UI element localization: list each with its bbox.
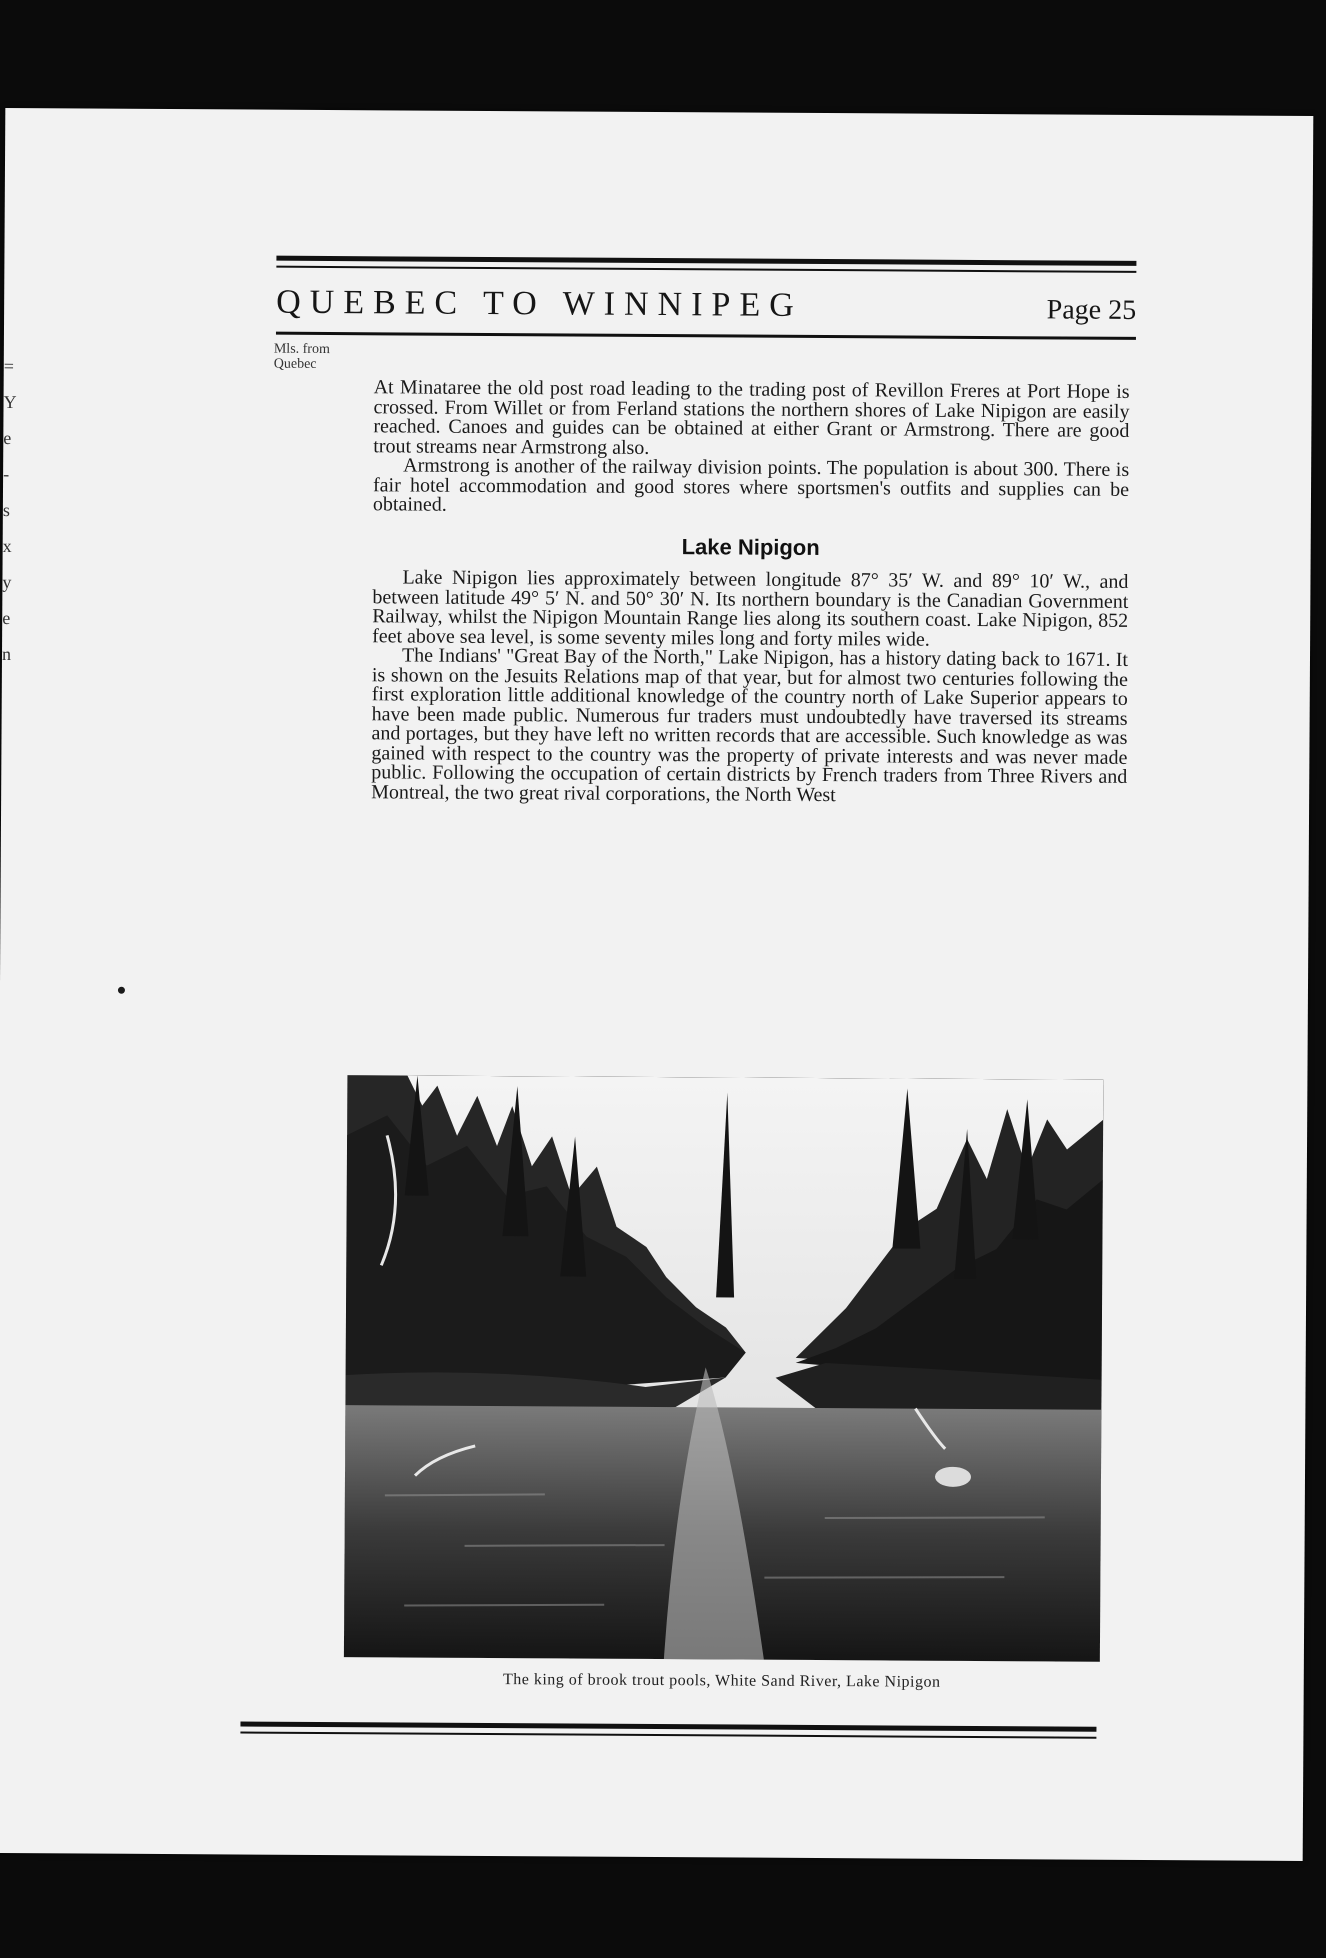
paragraph: At Minataree the old post road leading to the trading post of Revillon Freres at Port Hope is crossed. From Willet or from Ferland stations the northern shores of Lake Nipigon are easily reached. Canoes and guides can be obtained at either Grant or Armstrong. There are good trout streams near Armstrong also.	[373, 376, 1130, 459]
footer-rule	[240, 1721, 1096, 1738]
header-title: QUEBEC TO WINNIPEG	[276, 283, 803, 324]
margin-mark: =	[3, 356, 14, 377]
header-top-rule	[276, 256, 1136, 273]
margin-mark: y	[2, 572, 12, 593]
dust-speck	[118, 987, 125, 994]
margin-mark: s	[2, 500, 10, 521]
photo-caption: The king of brook trout pools, White Sand River, Lake Nipigon	[502, 1671, 941, 1691]
river-photo-image	[344, 1075, 1104, 1662]
miles-label-line: Mls. from	[273, 341, 330, 358]
margin-mark: n	[1, 644, 12, 665]
river-photograph	[344, 1075, 1104, 1662]
running-header	[276, 278, 1136, 333]
miles-from-quebec-label	[274, 342, 330, 372]
margin-mark: e	[3, 428, 12, 449]
book-page	[0, 108, 1313, 1861]
margin-mark: -	[3, 464, 10, 485]
section-heading: Lake Nipigon	[681, 533, 820, 560]
margin-mark: e	[2, 608, 11, 629]
miles-label-line: Quebec	[273, 356, 317, 372]
paragraph: Armstrong is another of the railway division points. The population is about 300. There is fair hotel accommodation and good stores where sportsmen's outfits and supplies can be obtained.	[372, 454, 1130, 516]
paragraph: Lake Nipigon lies approximately between longitude 87° 35′ W. and 89° 10′ W., and between latitude 49° 5′ N. and 50° 30′ N. Its northern boundary is the Canadian Government Railway, whilst the Nipigon Mountain Range lies along its southern coast. Lake Nipigon, 852 feet above sea level, is some seventy miles long and forty miles wide.	[372, 566, 1129, 651]
margin-mark: x	[2, 536, 12, 557]
paragraph: The Indians' "Great Bay of the North," Lake Nipigon, has a history dating back to 1671. It is shown on the Jesuits Relations map of that year, but for almost two centuries following the first exploration little additional knowledge of the country north of Lake Superior appears to have been made public. Numerous fur traders must undoubtedly have traversed its streams and portages, but they have left no written records that are accessible. Such knowledge as was gained with respect to the country was the property of private interests and was never made public. Following the occupation of certain districts by French traders from Three Rivers and Montreal, the two great rival corporations, the North West	[371, 644, 1129, 806]
page-number: Page 25	[1046, 294, 1137, 326]
article-body	[371, 378, 1130, 807]
header-bottom-rule	[276, 332, 1136, 340]
adjacent-page-margin-fragments	[2, 348, 18, 672]
margin-mark: Y	[3, 392, 17, 413]
